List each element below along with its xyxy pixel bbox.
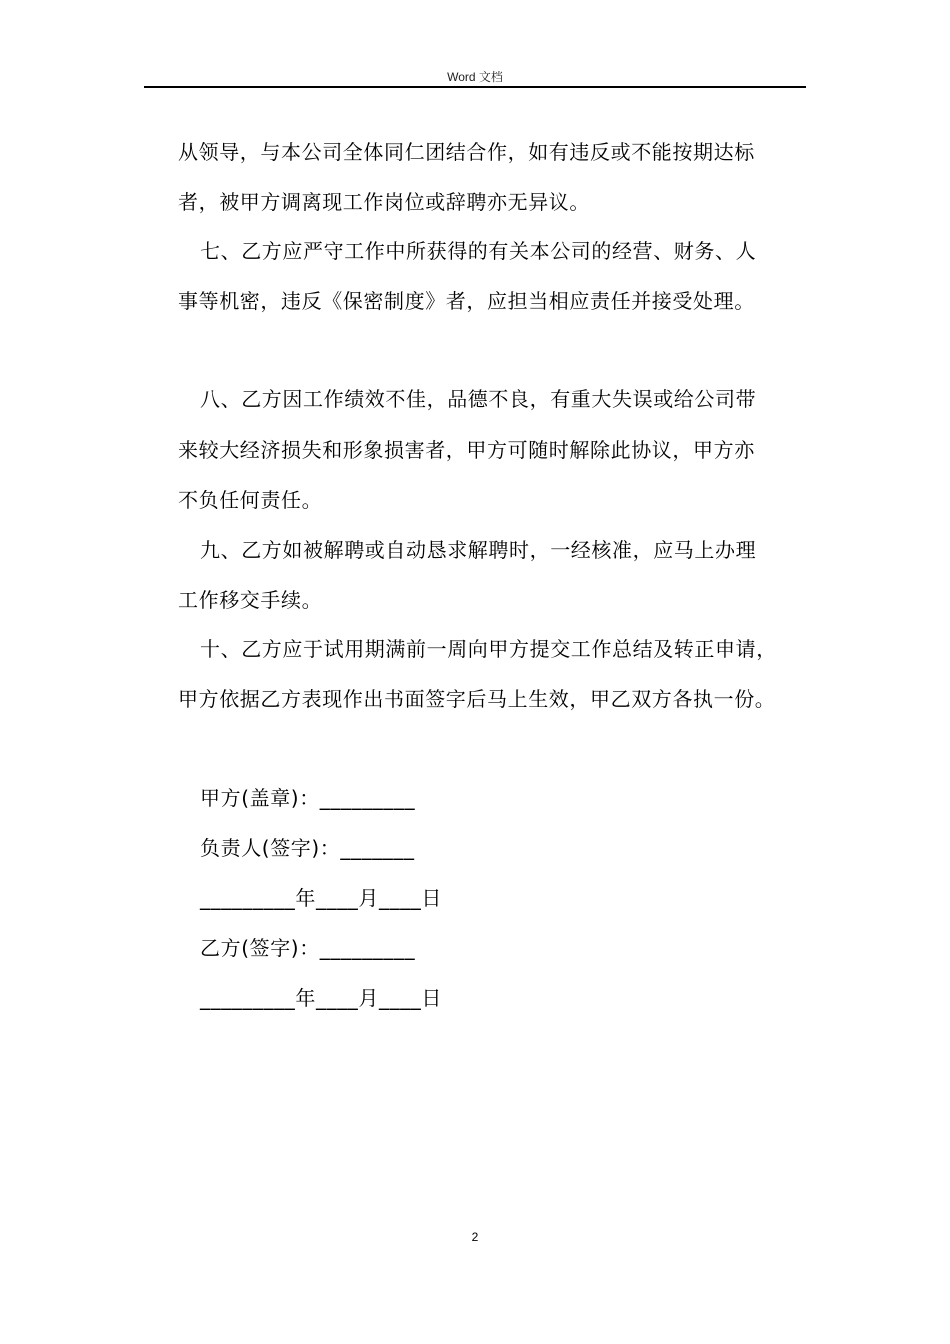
body-line-2: 者，被甲方调离现工作岗位或辞聘亦无异议。	[178, 190, 590, 214]
header-divider	[144, 86, 806, 88]
date-line-1: _________年____月____日	[200, 886, 442, 910]
page-header-title: Word 文档	[447, 70, 503, 84]
body-line-1: 从领导，与本公司全体同仁团结合作，如有违反或不能按期达标	[178, 140, 755, 164]
clause-8-line-2: 来较大经济损失和形象损害者，甲方可随时解除此协议，甲方亦	[178, 438, 755, 462]
clause-7-line-1: 七、乙方应严守工作中所获得的有关本公司的经营、财务、人	[200, 239, 757, 263]
clause-9-line-2: 工作移交手续。	[178, 588, 323, 612]
clause-10-line-2: 甲方依据乙方表现作出书面签字后马上生效，甲乙双方各执一份。	[178, 687, 776, 711]
clause-8-line-3: 不负任何责任。	[178, 488, 323, 512]
party-a-seal-line: 甲方(盖章)：_________	[200, 786, 416, 810]
party-b-sign-line: 乙方(签字)：_________	[200, 936, 416, 960]
date-line-2: _________年____月____日	[200, 986, 442, 1010]
responsible-person-line: 负责人(签字)：_______	[200, 836, 415, 860]
clause-10-line-1: 十、乙方应于试用期满前一周向甲方提交工作总结及转正申请，	[200, 637, 777, 661]
clause-7-line-2: 事等机密，违反《保密制度》者，应担当相应责任并接受处理。	[178, 289, 755, 313]
clause-8-line-1: 八、乙方因工作绩效不佳，品德不良，有重大失误或给公司带	[200, 387, 757, 411]
page-number: 2	[471, 1230, 479, 1244]
clause-9-line-1: 九、乙方如被解聘或自动恳求解聘时，一经核准，应马上办理	[200, 538, 757, 562]
